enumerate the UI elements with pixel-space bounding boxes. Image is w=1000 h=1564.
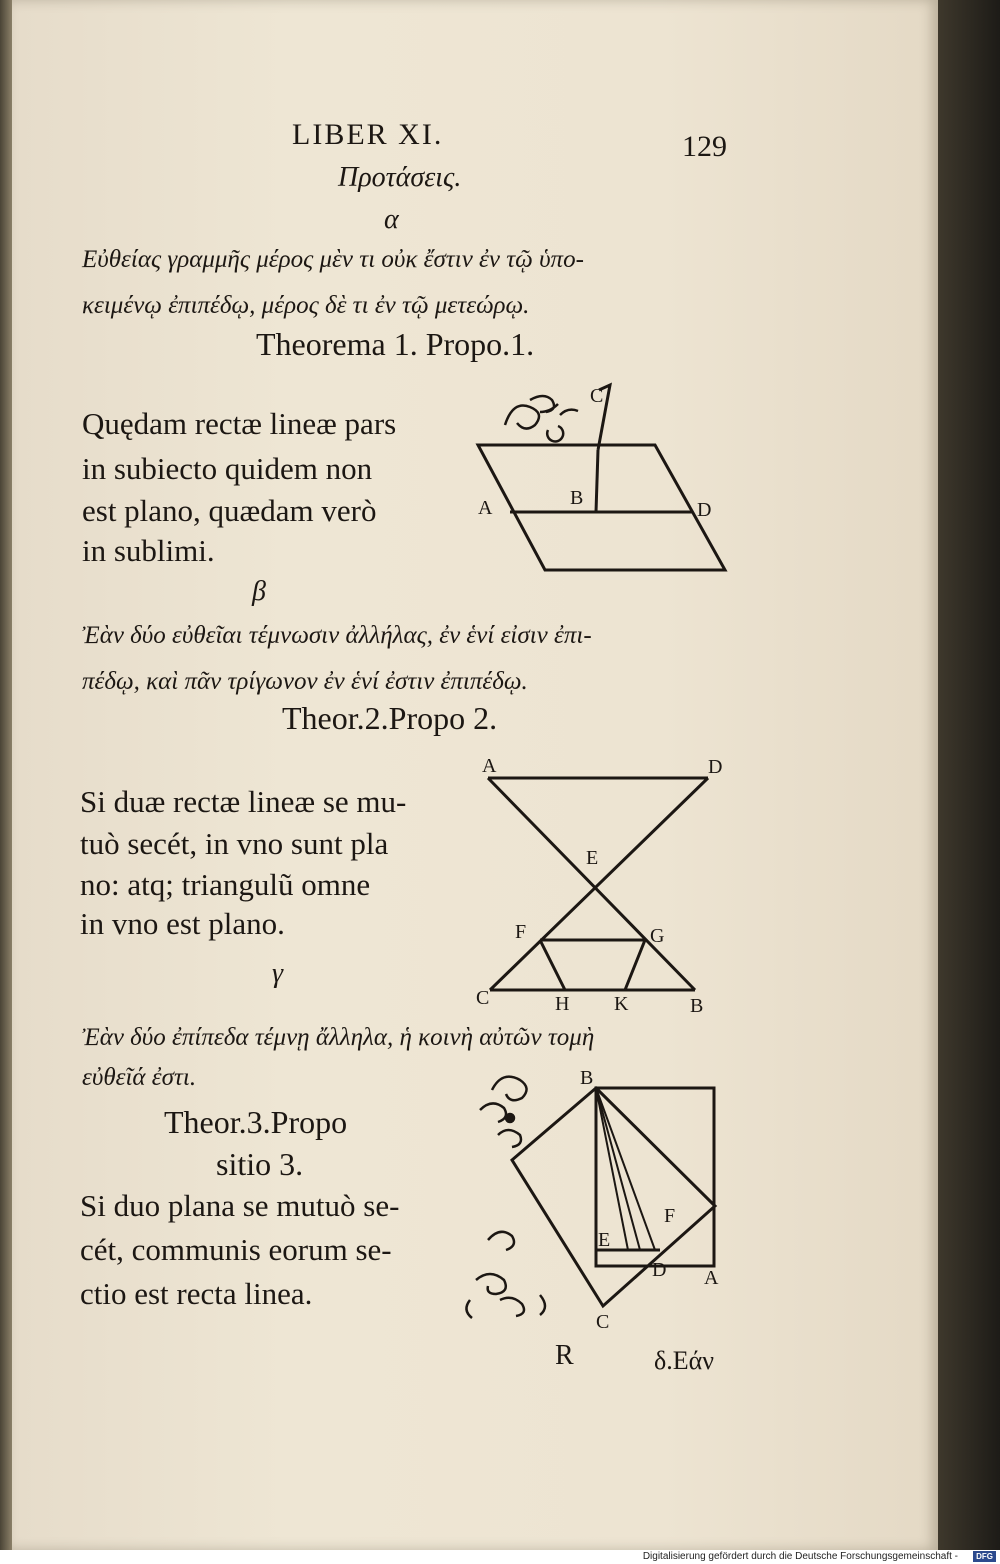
prop3-label-f: F: [664, 1205, 676, 1227]
prop3-ornament-top: [480, 1077, 527, 1147]
prop3-label-c: C: [596, 1311, 610, 1333]
prop1-plane: [478, 445, 725, 570]
prop1-latin-line-4: in sublimi.: [82, 533, 215, 568]
prop3-theorem-heading-2: sitio 3.: [216, 1146, 304, 1182]
prop1-label-b: B: [570, 487, 584, 509]
prop2-latin-line-2: tuò secét, in vno sunt pla: [80, 826, 389, 861]
prop2-greek-line-2: πέδῳ, καὶ πᾶν τρίγωνον ἐν ἑνί ἐστιν ἐπιπέδῳ.: [82, 668, 528, 695]
prop3-section-line-2: [596, 1088, 640, 1250]
prop2-latin-line-3: no: atq; triangulũ omne: [80, 867, 371, 902]
footer-credit: Digitalisierung gefördert durch die Deutsche Forschungsgemeinschaft -: [642, 1551, 958, 1562]
running-head: LIBER XI.: [292, 118, 444, 151]
prop3-section-line-1: [596, 1088, 655, 1250]
prop3-section-line-3: [596, 1088, 628, 1250]
prop2-label-a: A: [482, 755, 497, 777]
signature-mark: R: [555, 1340, 574, 1371]
prop1-label-a: A: [478, 497, 493, 519]
prop3-greek-line-2: εὐθεῖά ἐστι.: [82, 1064, 197, 1091]
dfg-logo: DFG: [973, 1551, 996, 1562]
catchword: δ.Εάν: [654, 1346, 715, 1375]
prop2-latin-line-1: Si duæ rectæ lineæ se mu-: [80, 784, 407, 819]
prop1-theorem-heading: Theorema 1. Propo.1.: [256, 326, 535, 362]
prop3-numeral: γ: [272, 958, 284, 989]
greek-heading: Προτάσεις.: [338, 162, 462, 193]
prop2-line-fh: [540, 940, 565, 990]
prop2-label-h: H: [555, 993, 570, 1015]
prop2-label-k: K: [614, 993, 629, 1015]
prop1-latin-line-1: Quędam rectæ lineæ pars: [82, 406, 397, 441]
prop3-label-d: D: [652, 1259, 667, 1281]
prop1-line-cb: [596, 450, 598, 512]
prop1-ornament: [505, 396, 578, 441]
prop3-latin-line-1: Si duo plana se mutuò se-: [80, 1188, 400, 1223]
prop2-label-g: G: [650, 925, 665, 947]
prop2-label-c: C: [476, 987, 490, 1009]
prop3-rhombus-plane: [512, 1088, 715, 1306]
prop2-label-f: F: [515, 921, 527, 943]
prop3-figure: [460, 1060, 740, 1340]
prop2-numeral: β: [252, 576, 266, 607]
prop1-latin-line-2: in subiecto quidem non: [82, 451, 373, 486]
prop2-latin-line-4: in vno est plano.: [80, 906, 285, 941]
prop2-line-ab: [488, 778, 695, 990]
prop2-greek-line-1: Ἐὰν δύο εὐθεῖαι τέμνωσιν ἀλλήλας, ἐν ἑνί εἰσιν ἐπι-: [82, 622, 592, 649]
prop2-line-gk: [625, 940, 645, 990]
page-number: 129: [682, 130, 727, 163]
prop2-label-d: D: [708, 756, 723, 778]
prop2-theorem-heading: Theor.2.Propo 2.: [282, 700, 498, 736]
prop3-theorem-heading-1: Theor.3.Propo: [164, 1104, 348, 1140]
prop1-figure: [460, 380, 740, 580]
prop2-figure: [470, 750, 740, 1020]
prop1-label-c: C: [590, 385, 604, 407]
prop3-label-b: B: [580, 1067, 594, 1089]
prop3-label-a: A: [704, 1267, 719, 1289]
prop1-greek-line-1: Εὐθείας γραμμῆς μέρος μὲν τι οὐκ ἔστιν ἐν τῷ ὑπο-: [82, 246, 584, 273]
prop1-greek-line-2: κειμένῳ ἐπιπέδῳ, μέρος δὲ τι ἐν τῷ μετεώρῳ.: [82, 292, 530, 319]
book-binding-edge: [0, 0, 12, 1550]
prop3-latin-line-3: ctio est recta linea.: [80, 1276, 313, 1311]
prop3-latin-line-2: cét, communis eorum se-: [80, 1232, 392, 1267]
prop1-label-d: D: [697, 499, 712, 521]
prop2-label-e: E: [586, 847, 599, 869]
prop3-greek-line-1: Ἐὰν δύο ἐπίπεδα τέμνῃ ἄλληλα, ἡ κοινὴ αὐτῶν τομὴ: [82, 1024, 595, 1051]
prop2-line-dc: [490, 778, 708, 990]
prop2-label-b: B: [690, 995, 704, 1017]
page-shadow-edge: [938, 0, 1000, 1550]
prop3-ornament-bottom: [466, 1232, 545, 1318]
prop3-label-e: E: [598, 1229, 611, 1251]
prop1-latin-line-3: est plano, quædam verò: [82, 493, 377, 528]
prop1-numeral: α: [384, 204, 399, 235]
